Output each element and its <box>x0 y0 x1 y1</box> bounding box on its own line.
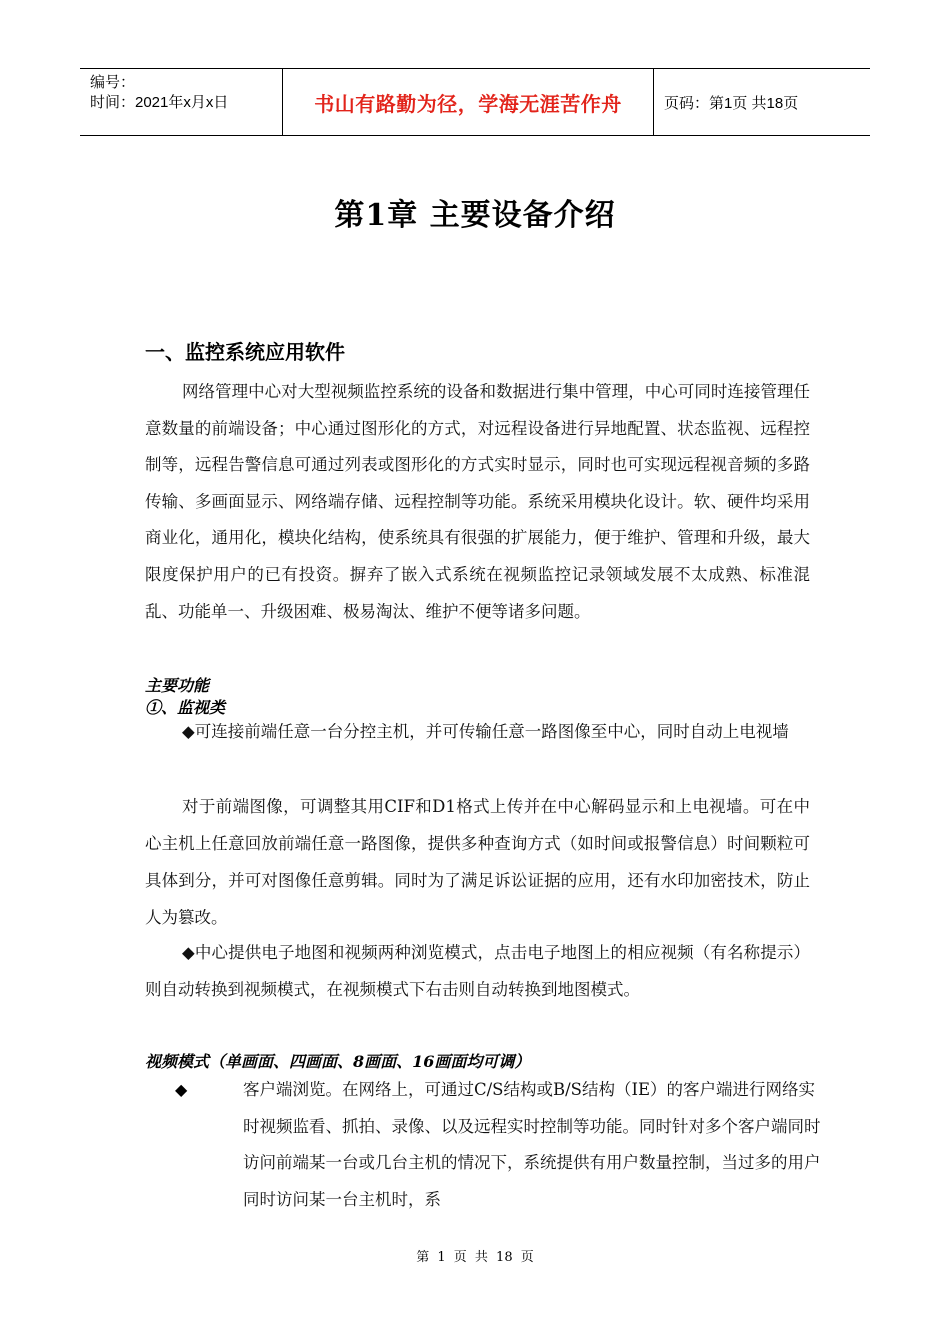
monitor-category-heading: ①、监视类 <box>145 698 226 717</box>
connect-host-paragraph: ◆可连接前端任意一台分控主机，并可传输任意一路图像至中心，同时自动上电视墙 <box>182 722 789 741</box>
front-image-paragraph: 对于前端图像，可调整其用CIF和D1格式上传并在中心解码显示和上电视墙。可在中心主机上任意回放前端任意一路图像，提供多种查询方式（如时间或报警信息）时间颗粒可具体到分，并可对图像任意剪辑。同时为了满足诉讼证据的应用，还有水印加密技术，防止人为篡改。 <box>145 797 810 927</box>
header-table <box>80 68 870 136</box>
client-browse-item <box>175 1072 825 1218</box>
time-label: 时间：2021年x月x日 <box>90 94 229 111</box>
map-mode-paragraph: ◆中心提供电子地图和视频两种浏览模式，点击电子地图上的相应视频（有名称提示）则自动转换到视频模式，在视频模式下右击则自动转换到地图模式。 <box>145 943 810 999</box>
serial-label: 编号： <box>90 74 136 91</box>
video-mode-heading: 视频模式（单画面、四画面、8画面、16画面均可调） <box>145 1052 531 1071</box>
client-browse-text: 客户端浏览。在网络上，可通过C/S结构或B/S结构（IE）的客户端进行网络实时视频监看、抓拍、录像、以及远程实时控制等功能。同时针对多个客户端同时访问前端某一台或几台主机的情况下，系统提供有用户数量控制，当过多的用户同时访问某一台主机时，系 <box>243 1080 821 1209</box>
main-functions-heading: 主要功能 <box>145 676 210 695</box>
header-motto-cell <box>282 69 654 135</box>
page-code: 页码：第1页 共18页 <box>664 94 799 112</box>
motto-text: 书山有路勤为径，学海无涯苦作舟 <box>314 91 622 116</box>
header-info-cell <box>80 69 282 135</box>
chapter-title: 第1章 主要设备介绍 <box>334 198 616 233</box>
header-page-cell <box>654 69 870 135</box>
diamond-bullet-icon: ◆ <box>175 1080 188 1099</box>
intro-paragraph: 网络管理中心对大型视频监控系统的设备和数据进行集中管理，中心可同时连接管理任意数量的前端设备；中心通过图形化的方式，对远程设备进行异地配置、状态监视、远程控制等，远程告警信息可通过列表或图形化的方式实时显示，同时也可实现远程视音频的多路传输、多画面显示、网络端存储、远程控制等功能。系统采用模块化设计。软、硬件均采用商业化，通用化，模块化结构，使系统具有很强的扩展能力，便于维护、管理和升级，最大限度保护用户的已有投资。摒弃了嵌入式系统在视频监控记录领域发展不太成熟、标准混乱、功能单一、升级困难、极易淘汰、维护不便等诸多问题。 <box>145 382 810 621</box>
page-footer: 第 1 页 共 18 页 <box>416 1250 534 1265</box>
section-heading: 一、监控系统应用软件 <box>145 340 345 364</box>
